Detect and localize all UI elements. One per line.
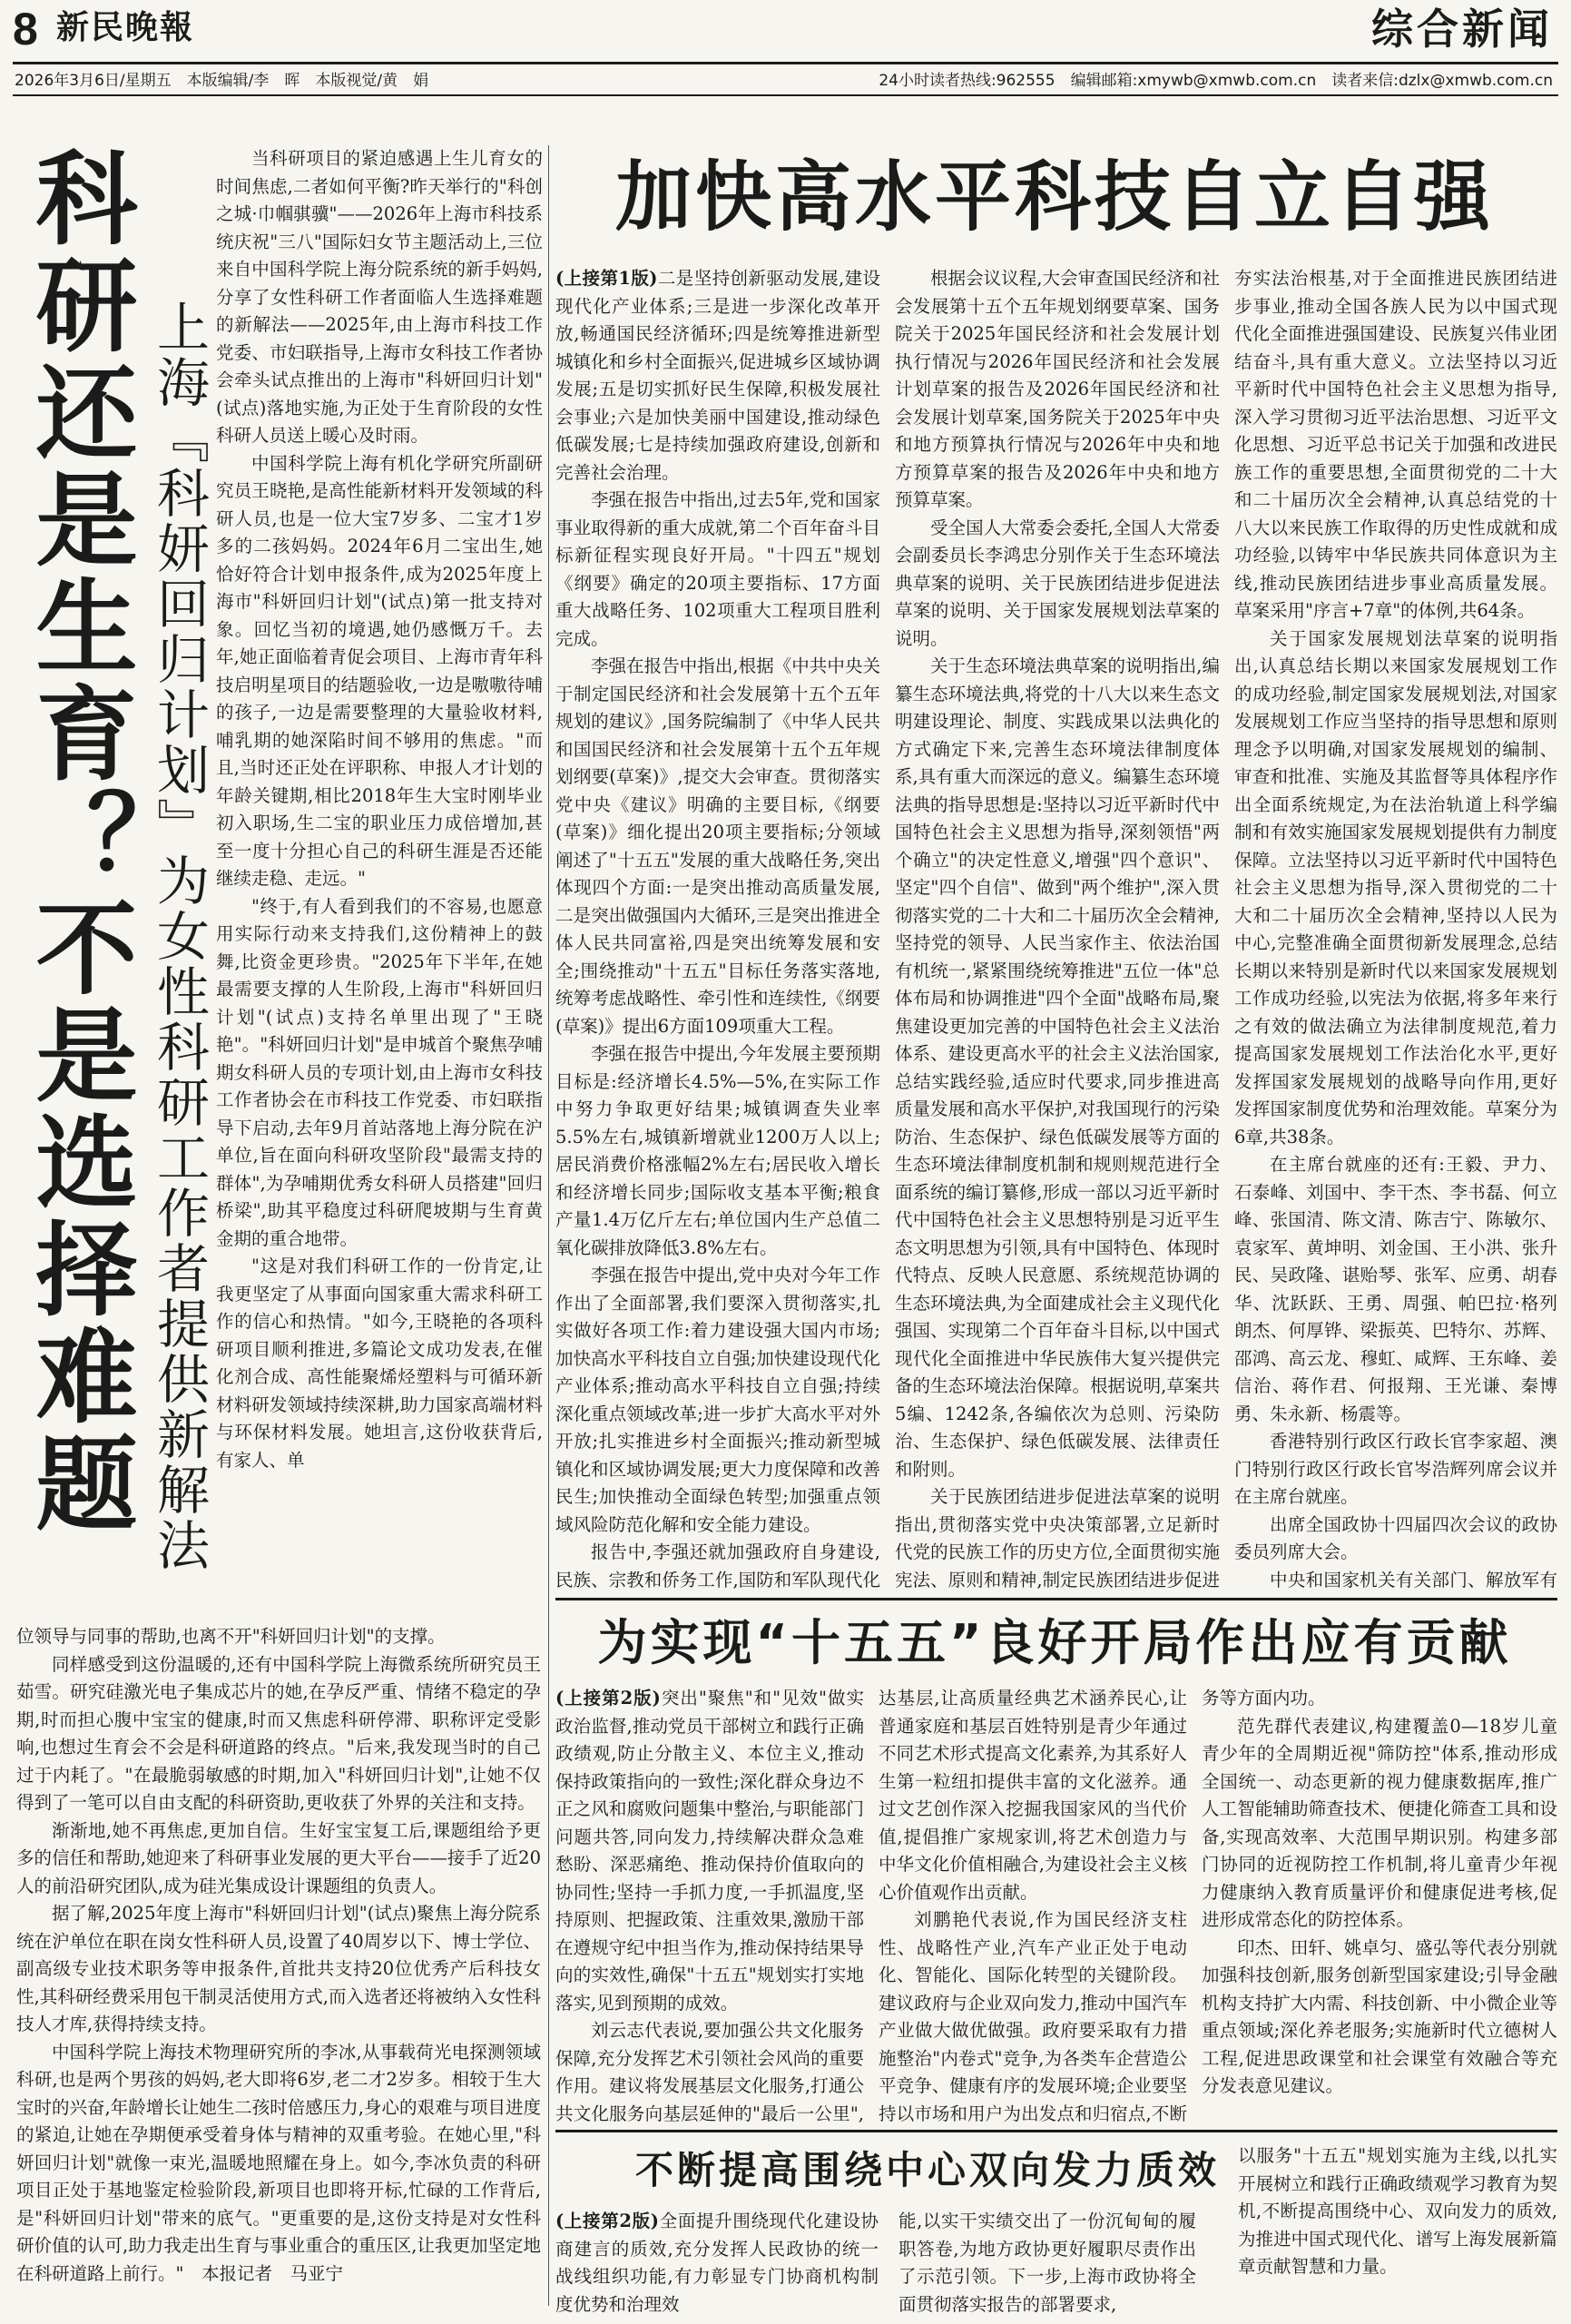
paragraph: 在主席台就座的还有:王毅、尹力、石泰峰、刘国中、李干杰、李书磊、何立峰、张国清、陈文清、陈吉宁、陈敏尔、袁家军、黄坤明、刘金国、王小洪、张升民、吴政隆、谌贻琴、张军、应勇、胡春华、沈跃跃、王勇、周强、帕巴拉·格列朗杰、何厚铧、梁振英、巴特尔、苏辉、邵鸿、高云龙、穆虹、咸辉、王东峰、姜信治、蒋作君、何报翔、王光谦、秦博勇、朱永新、杨震等。 <box>1234 1154 1557 1424</box>
paragraph: 夯实法治根基,对于全面推进民族团结进步事业,推动全国各族人民为以中国式现代化全面推进强国建设、民族复兴伟业团结奋斗,具有重大意义。立法坚持以习近平新时代中国特色社会主义思想为指导,深入学习贯彻习近平法治思想、习近平文化思想、习近平总书记关于加强和改进民族工作的重要思想,全面贯彻党的二十大和二十届历次全会精神,认真总结党的十八大以来民族工作取得的历史性成就和成功经验,以铸牢中华民族共同体意识为主线,推动民族团结进步事业高质量发展。草案采用"序言+7章"的体例,共64条。 <box>1234 268 1557 621</box>
paragraph: 全面提升围绕现代化建设协商建言的质效,充分发挥人民政协的统一战线组织功能,有力彰显专门协商机构制度优势和治理效 <box>555 2211 879 2315</box>
column-divider <box>548 145 549 2306</box>
paragraph: 渐渐地,她不再焦虑,更加自信。生好宝宝复工后,课题组给予更多的信任和帮助,她迎来了科研事业发展的更大平台——接手了近20人的前沿研究团队,成为硅光集成设计课题组的负责人。 <box>16 1819 541 1896</box>
top-headline: 加快高水平科技自立自强 <box>614 153 1494 241</box>
paragraph: "终于,有人看到我们的不容易,也愿意用实际行动来支持我们,这份精神上的鼓舞,比资金更珍贵。"2025年下半年,在她最需要支撑的人生阶段,上海市"科妍回归计划"(试点)支持名单里出现了"王晓艳"。"科妍回归计划"是申城首个聚焦孕哺期女科研人员的专项计划,由上海市女科技工作者协会在市科技工作党委、市妇联指导下启动,去年9月首站落地上海分院在沪单位,旨在面向科研攻坚阶段"最需支持的群体",为孕哺期优秀女科研人员搭建"回归桥梁",助其平稳度过科研爬坡期与生育黄金期的重合地带。 <box>216 895 543 1249</box>
paragraph: 位领导与同事的帮助,也离不开"科妍回归计划"的支撑。 <box>16 1626 446 1647</box>
feature-body-upper <box>216 145 543 1616</box>
bottom-article-col1 <box>555 2208 879 2320</box>
paragraph: 根据会议议程,大会审查国民经济和社会发展第十五个五年规划纲要草案、国务院关于2025年国民经济和社会发展计划执行情况与2026年国民经济和社会发展计划草案的报告及2026年国民经济和社会发展计划草案,国务院关于2025年中央和地方预算执行情况与2026年中央和地方预算草案的报告及2026年中央和地方预算草案。 <box>895 268 1220 510</box>
contact-line: 24小时读者热线:962555 编辑邮箱:xmywb@xmwb.com.cn 读者来信:dzlx@xmwb.com.cn <box>879 72 1553 90</box>
paragraph: "这是对我们科研工作的一份肯定,让我更坚定了从事面向国家重大需求科研工作的信心和热情。"如今,王晓艳的各项科研项目顺利推进,多篇论文成功发表,在催化剂合成、高性能聚烯烃塑料与可循环新材料研发领域持续深耕,助力国家高端材料与环保材料发展。她坦言,这份收获背后,有家人、单 <box>216 1256 543 1471</box>
paragraph: 同样感受到这份温暖的,还有中国科学院上海微系统所研究员王茹雪。研究硅激光电子集成芯片的她,在孕反严重、情绪不稳定的孕期,时而担心腹中宝宝的健康,时而又焦虑科研停滞、职称评定受影响,也想过生育会不会是科研道路的终点。"后来,我发现当时的自己过于内耗了。"在最脆弱敏感的时期,加入"科妍回归计划",让她不仅得到了一笔可以自由支配的科研资助,更收获了外界的关注和支持。 <box>16 1653 541 1813</box>
paragraph: 关于生态环境法典草案的说明指出,编纂生态环境法典,将党的十八大以来生态文明建设理论、制度、实践成果以法典化的方式确定下来,完善生态环境法律制度体系,具有重大而深远的意义。编纂生态环境法典的指导思想是:坚持以习近平新时代中国特色社会主义思想为指导,深刻领悟"两个确立"的决定性意义,增强"四个意识"、坚定"四个自信"、做到"两个维护",深入贯彻落实党的二十大和二十届历次全会精神,坚持党的领导、人民当家作主、依法治国有机统一,紧紧围绕统筹推进"五位一体"总体布局和协调推进"四个全面"战略布局,聚焦建设更加完善的中国特色社会主义法治体系、建设更高水平的社会主义法治国家,总结实践经验,适应时代要求,同步推进高质量发展和高水平保护,对我国现行的污染防治、生态保护、绿色低碳发展等方面的生态环境法律制度机制和规则规范进行全面系统的编订纂修,形成一部以习近平新时代中国特色社会主义思想特别是习近平生态文明思想为引领,具有中国特色、体现时代特点、反映人民意愿、系统规范协调的生态环境法典,为全面建成社会主义现代化强国、实现第二个百年奋斗目标,以中国式现代化全面推进中华民族伟大复兴提供完备的生态环境法治保障。根据说明,草案共5编、1242条,各编依次为总则、污染防治、生态保护、绿色低碳发展、法律责任和附则。 <box>895 655 1220 1480</box>
bottom-article-col2 <box>898 2208 1196 2320</box>
page-number: 8 <box>13 4 38 54</box>
top-article-col3 <box>1234 265 1557 1590</box>
continued-from-label: (上接第2版) <box>555 1688 661 1709</box>
date-line: 2026年3月6日/星期五 本版编辑/李 晖 本版视觉/黄 娟 <box>15 72 429 90</box>
paragraph: 以服务"十五五"规划实施为主线,以扎实开展树立和践行正确政绩观学习教育为契机,不断提高围绕中心、双向发力的质效,为推进中国式现代化、谱写上海发展新篇章贡献智慧和力量。 <box>1238 2145 1557 2277</box>
feature-title: 科研还是生育？不是选择难题 <box>19 145 137 1538</box>
paragraph: 印杰、田轩、姚卓匀、盛弘等代表分别就加强科技创新,服务创新型国家建设;引导金融机构支持扩大内需、科技创新、中小微企业等重点领域;深化养老服务;实施新时代立德树人工程,促进思政课堂和社会课堂有效融合等充分发表意见建议。 <box>1202 1936 1557 2096</box>
top-article-col1 <box>555 265 880 1590</box>
paragraph: 能,以实干实绩交出了一份沉甸甸的履职答卷,为地方政协更好履职尽责作出了示范引领。下一步,上海市政协将全面贯彻落实报告的部署要求, <box>898 2211 1196 2315</box>
paragraph: 二是坚持创新驱动发展,建设现代化产业体系;三是进一步深化改革开放,畅通国民经济循环;四是统筹推进新型城镇化和乡村全面振兴,促进城乡区域协调发展;五是切实抓好民生保障,积极发展社会事业;六是加快美丽中国建设,推动绿色低碳发展;七是持续加强政府建设,创新和完善社会治理。 <box>555 268 880 483</box>
mid-article-col2 <box>879 1685 1187 2124</box>
header-rule-lower <box>13 94 1558 96</box>
paragraph: 突出"聚焦"和"见效"做实政治监督,推动党员干部树立和践行正确政绩观,防止分散主义、本位主义,推动保持政策指向的一致性;深化群众身边不正之风和腐败问题集中整治,与职能部门问题共答,同向发力,持续解决群众急难愁盼、深恶痛绝、推动保持价值取向的协同性;坚持一手抓力度,一手抓温度,坚持原则、把握政策、注重效果,激励干部在遵规守纪中担当作为,推动保持结果导向的实效性,确保"十五五"规划实打实地落实,见到预期的成效。 <box>555 1688 864 2014</box>
newspaper-masthead: 新民晚報 <box>56 8 195 46</box>
paragraph: 中央和国家机关有关部门、解放军有 <box>1270 1569 1557 1590</box>
continued-from-label: (上接第1版) <box>555 268 658 289</box>
paragraph: 出席全国政协十四届四次会议的政协委员列席大会。 <box>1234 1513 1557 1562</box>
paragraph: 据了解,2025年度上海市"科妍回归计划"(试点)聚焦上海分院系统在沪单位在职在岗女性科研人员,设置了40周岁以下、博士学位、副高级专业技术职务等申报条件,首批共支持20位优秀产后科技女性,其科研经费采用包干制灵活使用方式,而入选者还将被纳入女性科技人才库,获得持续支持。 <box>16 1903 541 2034</box>
mid-headline: 为实现“十五五”良好开局作出应有贡献 <box>597 1614 1512 1671</box>
section-rule <box>555 2130 1557 2132</box>
paragraph: 务等方面内功。 <box>1202 1688 1326 1709</box>
paragraph: 受全国人大常委会委托,全国人大常委会副委员长李鸿忠分别作关于生态环境法典草案的说明、关于民族团结进步促进法草案的说明、关于国家发展规划法草案的说明。 <box>895 517 1220 649</box>
paragraph: 李强在报告中提出,今年发展主要预期目标是:经济增长4.5%—5%,在实际工作中努力争取更好结果;城镇调查失业率5.5%左右,城镇新增就业1200万人以上;居民消费价格涨幅2%左右;居民收入增长和经济增长同步;国际收支基本平衡;粮食产量1.4万亿斤左右;单位国内生产总值二氧化碳排放降低3.8%左右。 <box>555 1043 880 1258</box>
feature-subtitle: 上海『科妍回归计划』为女性科研工作者提供新解法 <box>148 300 210 1573</box>
section-title: 综合新闻 <box>1371 5 1553 54</box>
paragraph: 中国科学院上海有机化学研究所副研究员王晓艳,是高性能新材料开发领域的科研人员,也是一位大宝7岁多、二宝才1岁多的二孩妈妈。2024年6月二宝出生,她恰好符合计划申报条件,成为2025年度上海市"科妍回归计划"(试点)第一批支持对象。回忆当初的境遇,她仍感慨万千。去年,她正面临着青促会项目、上海市青年科技启明星项目的结题验收,一边是嗷嗷待哺的孩子,一边是需要整理的大量验收材料,哺乳期的她深陷时间不够用的焦虑。"而且,当时还正处在评职称、申报人才计划的年龄关键期,相比2018年生大宝时刚毕业初入职场,生二宝的职业压力成倍增加,甚至一度十分担心自己的科研生涯是否还能继续走稳、走远。" <box>216 452 543 889</box>
paragraph: 中国科学院上海技术物理研究所的李冰,从事载荷光电探测领域科研,也是两个男孩的妈妈,老大即将6岁,老二才2岁多。相较于生大宝时的兴奋,年龄增长让她生二孩时倍感压力,身心的艰难与项目进度的紧迫,让她在孕期便承受着身体与精神的双重考验。在她心里,"科妍回归计划"就像一束光,温暖地照耀在身上。如今,李冰负责的科研项目正处于基地鉴定检验阶段,新项目也即将开标,忙碌的工作背后,是"科妍回归计划"带来的底气。"更重要的是,这份支持是对女性科研价值的认可,助力我走出生育与事业重合的重压区,让我更加坚定地在科研道路上前行。" 本报记者 马亚宁 <box>16 2041 541 2284</box>
mid-article-col1 <box>555 1685 864 2124</box>
feature-body-lower <box>16 1623 541 2306</box>
paragraph: 李强在报告中指出,根据《中共中央关于制定国民经济和社会发展第十五个五年规划的建议》,国务院编制了《中华人民共和国国民经济和社会发展第十五个五年规划纲要(草案)》,提交大会审查。贯彻落实党中央《建议》明确的主要目标,《纲要(草案)》细化提出20项主要指标;分领域阐述了"十五五"发展的重大战略任务,突出体现四个方面:一是突出推动高质量发展,二是突出做强国内大循环,三是突出推进全体人民共同富裕,四是突出统筹发展和安全;围绕推动"十五五"目标任务落实落地,统筹考虑战略性、牵引性和连续性,《纲要(草案)》提出6方面109项重大工程。 <box>555 655 880 1037</box>
paragraph: 李强在报告中指出,过去5年,党和国家事业取得新的重大成就,第二个百年奋斗目标新征程实现良好开局。"十四五"规划《纲要》确定的20项主要指标、17方面重大战略任务、102项重大工程项目胜利完成。 <box>555 489 880 649</box>
paragraph: 范先群代表建议,构建覆盖0—18岁儿童青少年的全周期近视"筛防控"体系,推动形成全国统一、动态更新的视力健康数据库,推广人工智能辅助筛查技术、便捷化筛查工具和设备,实现高效率、大范围早期识别。构建多部门协同的近视防控工作机制,将儿童青少年视力健康纳入教育质量评价和健康促进考核,促进形成常态化的防控体系。 <box>1202 1715 1557 1930</box>
header-rule <box>13 62 1558 64</box>
bottom-article-col3 <box>1238 2142 1557 2320</box>
paragraph: 刘鹏艳代表说,作为国民经济支柱性、战略性产业,汽车产业正处于电动化、智能化、国际化转型的关键阶段。建议政府与企业双向发力,推动中国汽车产业做大做优做强。政府要采取有力措施整治"内卷式"竞争,为各类车企营造公平竞争、健康有序的发展环境;企业要坚持以市场和用户为出发点和归宿点,不断 <box>879 1909 1187 2124</box>
paragraph: 刘云志代表说,要加强公共文化服务保障,充分发挥艺术引领社会风尚的重要作用。建议将发展基层文化服务,打通公共文化服务向基层延伸的"最后一公里", <box>555 2020 864 2124</box>
paragraph: 关于国家发展规划法草案的说明指出,认真总结长期以来国家发展规划工作的成功经验,制定国家发展规划法,对国家发展规划工作应当坚持的指导思想和原则理念予以明确,对国家发展规划的编制、审查和批准、实施及其监督等具体程序作出全面系统规定,为在法治轨道上科学编制和有效实施国家发展规划提供有力制度保障。立法坚持以习近平新时代中国特色社会主义思想为指导,深入贯彻党的二十大和二十届历次全会精神,坚持以人民为中心,完整准确全面贯彻新发展理念,总结长期以来特别是新时代以来国家发展规划工作成功经验,以宪法为依据,将多年来行之有效的做法确立为法律制度规范,着力提高国家发展规划工作法治化水平,更好发挥国家发展规划的战略导向作用,更好发挥国家制度优势和治理效能。草案分为6章,共38条。 <box>1234 627 1557 1147</box>
top-article-col2 <box>895 265 1220 1590</box>
continued-from-label: (上接第2版) <box>555 2211 660 2231</box>
paragraph: 香港特别行政区行政长官李家超、澳门特别行政区行政长官岑浩辉列席会议并在主席台就座。 <box>1234 1431 1557 1507</box>
paragraph: 李强在报告中提出,党中央对今年工作作出了全面部署,我们要深入贯彻落实,扎实做好各项工作:着力建设强大国内市场;加快高水平科技自立自强;加快建设现代化产业体系;推动高水平科技自立自强;持续深化重点领域改革;进一步扩大高水平对外开放;扎实推进乡村全面振兴;推动新型城镇化和区域协调发展;更大力度保障和改善民生;加快推动全面绿色转型;加强重点领域风险防范化解和安全能力建设。 <box>555 1265 880 1535</box>
section-rule <box>555 1598 1557 1600</box>
paragraph: 当科研项目的紧迫感遇上生儿育女的时间焦虑,二者如何平衡?昨天举行的"科创之城·巾帼骐骥"——2026年上海市科技系统庆祝"三八"国际妇女节主题活动上,三位来自中国科学院上海分院系统的新手妈妈,分享了女性科研工作者面临人生选择难题的新解法——2025年,由上海市科技工作党委、市妇联指导,上海市女科技工作者协会牵头试点推出的上海市"科妍回归计划"(试点)落地实施,为正处于生育阶段的女性科研人员送上暖心及时雨。 <box>216 148 543 446</box>
paragraph: 关于民族团结进步促进法草案的说明指出,贯彻落实党中央决策部署,立足新时代党的民族工作的历史方位,全面贯彻实施宪法、原则和精神,制定民族团结进步促进 <box>895 1486 1220 1590</box>
paragraph: 报告中,李强还就加强政府自身建设,民族、宗教和侨务工作,国防和军队现代化 <box>555 1541 880 1590</box>
bottom-headline: 不断提高围绕中心双向发力质效 <box>634 2148 1220 2192</box>
paragraph: 达基层,让高质量经典艺术涵养民心,让普通家庭和基层百姓特别是青少年通过不同艺术形式提高文化素养,为其系好人生第一粒纽扣提供丰富的文化滋养。通过文艺创作深入挖掘我国家风的当代价值,提倡推广家规家训,将艺术创造力与中华文化价值相融合,为建设社会主义核心价值观作出贡献。 <box>879 1688 1187 1903</box>
mid-article-col3 <box>1202 1685 1557 2124</box>
